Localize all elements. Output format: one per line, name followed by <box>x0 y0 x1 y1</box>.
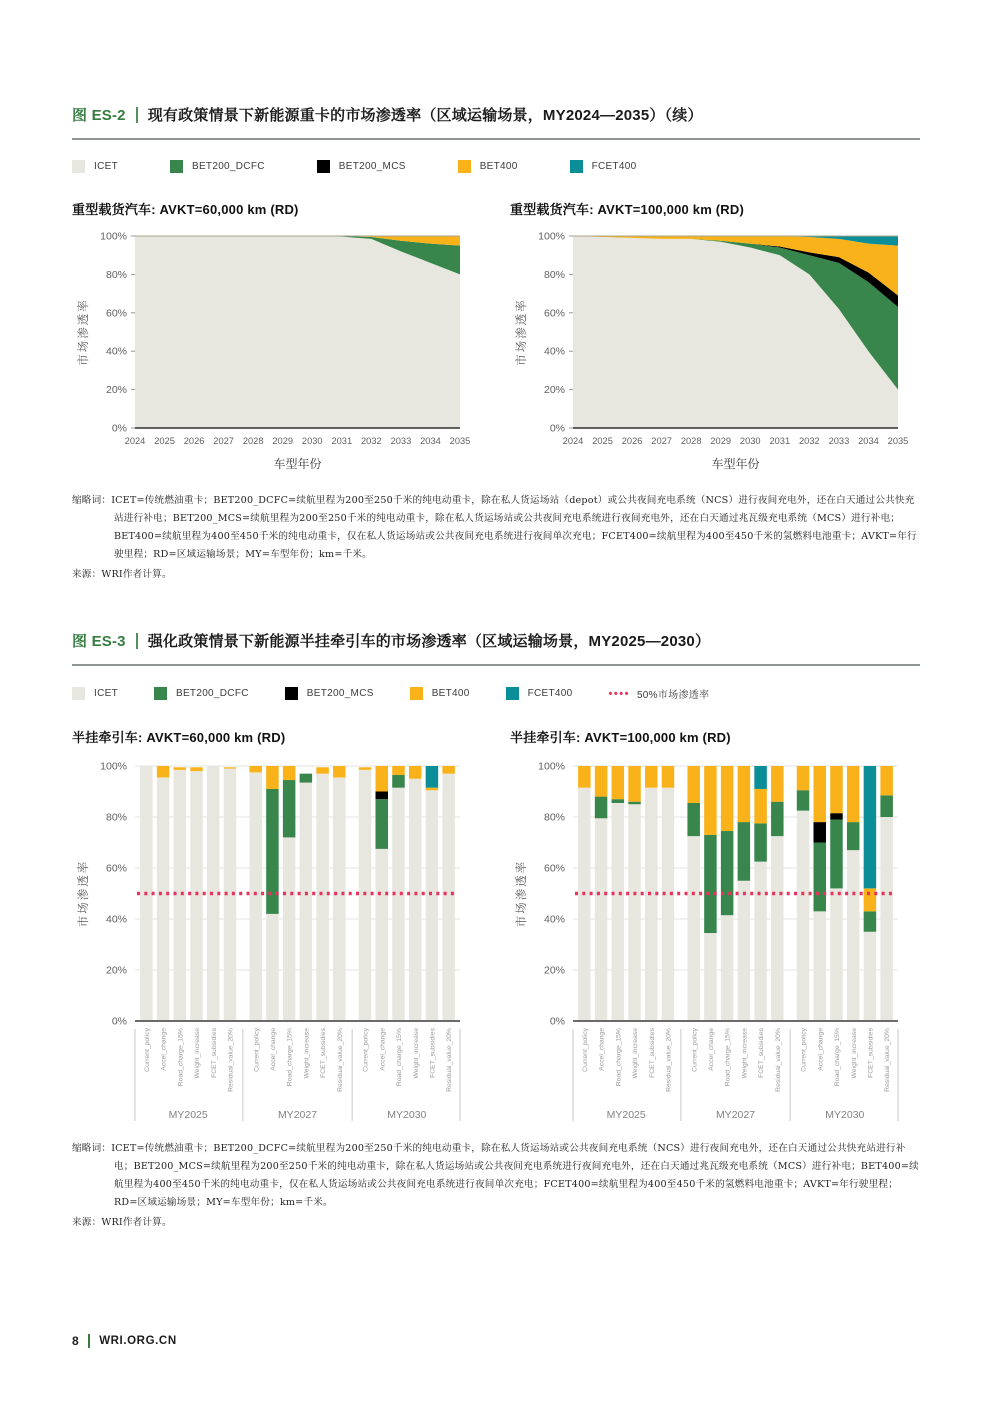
bar-segment-mcs <box>830 813 843 819</box>
legend-label: ICET <box>94 161 118 172</box>
bar-segment-icet <box>754 862 767 1021</box>
x-tick-label: 2035 <box>887 436 909 446</box>
y-tick-label: 100% <box>100 230 127 243</box>
y-tick-label: 40% <box>105 913 127 926</box>
group-label: MY2025 <box>168 1109 208 1122</box>
legend-item-icet <box>72 687 118 700</box>
figure-rule <box>72 664 920 666</box>
bet400-swatch <box>410 687 423 700</box>
x-tick-label: 2024 <box>562 436 584 446</box>
bar-segment-bet400 <box>283 766 296 780</box>
figure-es3-note <box>72 1140 920 1212</box>
bar-segment-icet <box>376 849 389 1021</box>
bar-segment-fcet400 <box>864 766 877 888</box>
note-label: 缩略词： <box>72 1143 112 1155</box>
area-chart-100000km <box>510 226 930 478</box>
bar-segment-bet400 <box>174 767 187 770</box>
bar-segment-dcfc <box>595 797 608 819</box>
scenario-label: FCET_subsidies <box>648 1028 656 1078</box>
source-text: WRI作者计算。 <box>101 1217 172 1229</box>
bar-segment-fcet400 <box>426 766 439 788</box>
scenario-label: Current_policy <box>691 1028 699 1072</box>
x-tick-label: 2035 <box>449 436 471 446</box>
x-tick-label: 2028 <box>242 436 264 446</box>
figure-es3-charts <box>72 727 920 1126</box>
bar-segment-icet <box>830 889 843 1022</box>
bar-segment-icet <box>359 770 372 1021</box>
legend-item-icet <box>72 160 118 173</box>
bar-segment-icet <box>628 804 641 1021</box>
bar-segment-icet <box>442 774 455 1021</box>
bar-segment-dcfc <box>300 774 313 783</box>
chart-es3-right <box>510 727 930 1126</box>
bar-segment-bet400 <box>687 766 700 803</box>
figure-tag-divider <box>136 107 138 123</box>
scenario-label: Road_charge_15% <box>177 1028 185 1087</box>
scenario-label: Current_policy <box>581 1028 589 1072</box>
figure-es3-title: 强化政策情景下新能源半挂牵引车的市场渗透率（区域运输场景，MY2025—2030） <box>147 633 711 651</box>
y-tick-label: 60% <box>105 862 127 875</box>
scenario-label: Current_policy <box>800 1028 808 1072</box>
scenario-label: Weight_increase <box>850 1028 858 1079</box>
bar-segment-icet <box>426 790 439 1021</box>
bar-segment-bet400 <box>392 766 405 775</box>
bar-segment-dcfc <box>687 803 700 836</box>
figure-es2-source <box>72 566 920 580</box>
figure-es2-header <box>72 104 920 125</box>
dcfc-swatch <box>170 160 183 173</box>
bar-segment-mcs <box>376 792 389 800</box>
scenario-label: Accel_change <box>708 1028 716 1071</box>
legend-item-mcs <box>317 160 406 173</box>
y-tick-label: 0% <box>111 1015 127 1028</box>
mcs-swatch <box>317 160 330 173</box>
y-tick-label: 80% <box>105 268 127 281</box>
bar-segment-dcfc <box>880 795 893 817</box>
legend-label: BET200_DCFC <box>191 161 265 172</box>
y-tick-label: 0% <box>111 422 127 435</box>
fcet400-swatch <box>506 687 519 700</box>
scenario-label: Road_charge_15% <box>286 1028 294 1087</box>
threshold-dots-swatch: •••• <box>608 687 630 700</box>
x-tick-label: 2026 <box>183 436 205 446</box>
legend-label: FCET400 <box>527 688 573 700</box>
bar-segment-icet <box>283 838 296 1022</box>
y-tick-label: 20% <box>543 384 565 397</box>
figure-es3-legend <box>72 686 920 701</box>
scenario-label: Residual_value_20% <box>774 1028 782 1092</box>
bar-segment-fcet400 <box>754 766 767 789</box>
bar-segment-dcfc <box>704 835 717 933</box>
scenario-label: Residual_value_20% <box>446 1028 454 1092</box>
bar-segment-icet <box>333 778 346 1022</box>
scenario-label: FCET_subsidies <box>429 1028 437 1078</box>
y-tick-label: 0% <box>549 1015 565 1028</box>
scenario-label: Weight_increase <box>412 1028 420 1079</box>
scenario-label: FCET_subsidies <box>758 1028 766 1078</box>
x-tick-label: 2025 <box>592 436 613 446</box>
bar-segment-icet <box>662 788 675 1021</box>
scenario-label: Road_charge_15% <box>834 1028 842 1087</box>
y-axis-title: 市场渗透率 <box>516 298 528 366</box>
source-label: 来源： <box>72 569 102 581</box>
scenario-label: FCET_subsidies <box>320 1028 328 1078</box>
bar-segment-dcfc <box>283 780 296 837</box>
scenario-label: Accel_change <box>270 1028 278 1071</box>
chart-subtitle: 半挂牵引车: AVKT=100,000 km (RD) <box>510 730 731 746</box>
bar-segment-icet <box>266 914 279 1021</box>
scenario-label: Residual_value_20% <box>665 1028 673 1092</box>
bar-segment-bet400 <box>442 766 455 774</box>
bar-segment-icet <box>721 915 734 1021</box>
bar-segment-dcfc <box>392 775 405 788</box>
y-tick-label: 80% <box>543 811 565 824</box>
source-text: WRI作者计算。 <box>101 569 172 581</box>
x-tick-label: 2028 <box>680 436 702 446</box>
chart-subtitle: 重型载货汽车: AVKT=60,000 km (RD) <box>72 202 299 217</box>
x-tick-label: 2027 <box>213 436 234 446</box>
figure-es3-header <box>72 630 920 651</box>
scenario-label: Current_policy <box>143 1028 151 1072</box>
bar-segment-icet <box>645 788 658 1021</box>
bar-segment-bet400 <box>409 766 422 779</box>
figure-es2-note <box>72 492 920 564</box>
bar-segment-icet <box>864 932 877 1021</box>
legend-item-fcet400 <box>506 687 573 700</box>
bar-segment-icet <box>847 850 860 1021</box>
bar-segment-icet <box>880 817 893 1021</box>
bar-segment-bet400 <box>612 766 625 799</box>
y-tick-label: 80% <box>105 811 127 824</box>
legend-label: BET200_MCS <box>338 161 406 172</box>
x-tick-label: 2031 <box>331 436 353 446</box>
area-series-icet <box>135 236 460 428</box>
bar-segment-dcfc <box>721 831 734 915</box>
bar-segment-dcfc <box>797 790 810 810</box>
y-tick-label: 40% <box>543 913 565 926</box>
bar-segment-dcfc <box>754 824 767 862</box>
page-footer <box>72 1334 177 1348</box>
scenario-label: Road_charge_15% <box>396 1028 404 1087</box>
bar-segment-dcfc <box>830 820 843 889</box>
bar-segment-icet <box>157 778 170 1022</box>
chart-subtitle: 半挂牵引车: AVKT=60,000 km (RD) <box>72 730 286 746</box>
x-tick-label: 2024 <box>124 436 146 446</box>
y-tick-label: 60% <box>105 307 127 320</box>
bar-segment-dcfc <box>864 911 877 931</box>
note-label: 缩略词： <box>72 495 112 506</box>
bar-segment-icet <box>578 788 591 1021</box>
bar-segment-bet400 <box>754 789 767 823</box>
y-tick-label: 80% <box>543 268 565 281</box>
bar-segment-icet <box>814 911 827 1021</box>
x-axis-title: 车型年份 <box>273 457 322 471</box>
x-tick-label: 2029 <box>710 436 732 446</box>
bar-segment-icet <box>409 779 422 1021</box>
bar-segment-icet <box>612 803 625 1021</box>
scenario-label: FCET_subsidies <box>210 1028 218 1078</box>
scenario-label: Road_charge_15% <box>615 1028 623 1087</box>
bar-segment-icet <box>704 933 717 1021</box>
bar-segment-icet <box>392 788 405 1021</box>
y-tick-label: 20% <box>105 384 127 397</box>
bar-segment-bet400 <box>830 766 843 813</box>
legend-label: BET200_DCFC <box>175 688 249 700</box>
figure-es2-charts <box>72 199 920 478</box>
fcet400-swatch <box>570 160 583 173</box>
legend-item-mcs <box>285 687 374 700</box>
bar-segment-icet <box>797 811 810 1021</box>
legend-label: ICET <box>94 688 118 700</box>
legend-item-bet400 <box>458 160 518 173</box>
scenario-label: Accel_change <box>817 1028 825 1071</box>
legend-item-bet400 <box>410 687 470 700</box>
page-number: 8 <box>72 1334 79 1348</box>
footer-divider <box>88 1334 91 1348</box>
chart-subtitle: 重型载货汽车: AVKT=100,000 km (RD) <box>510 202 744 217</box>
bar-segment-bet400 <box>721 766 734 831</box>
y-tick-label: 100% <box>538 230 565 243</box>
legend-label: 50%市场渗透率 <box>636 690 710 702</box>
y-tick-label: 60% <box>543 307 565 320</box>
group-label: MY2025 <box>606 1109 646 1122</box>
bar-segment-bet400 <box>880 766 893 795</box>
y-tick-label: 20% <box>105 964 127 977</box>
scenario-label: Weight_increase <box>194 1028 202 1079</box>
x-tick-label: 2026 <box>621 436 643 446</box>
figure-es2 <box>72 104 920 580</box>
bar-segment-bet400 <box>595 766 608 797</box>
scenario-label: Current_policy <box>253 1028 261 1072</box>
bar-segment-icet <box>174 770 187 1021</box>
legend-item-dcfc <box>170 160 265 173</box>
bar-segment-dcfc <box>814 843 827 912</box>
scenario-label: Residual_value_20% <box>884 1028 892 1092</box>
bar-segment-icet <box>190 771 203 1021</box>
y-tick-label: 40% <box>543 345 565 358</box>
chart-es3-left <box>72 727 492 1126</box>
x-tick-label: 2033 <box>390 436 412 446</box>
bar-chart-100000km <box>510 754 930 1126</box>
y-tick-label: 100% <box>538 760 565 773</box>
bar-chart-60000km <box>72 754 492 1126</box>
x-tick-label: 2034 <box>420 436 441 446</box>
bar-segment-icet <box>595 818 608 1021</box>
bar-segment-dcfc <box>771 802 784 836</box>
scenario-label: FCET_subsidies <box>867 1028 875 1078</box>
bar-segment-bet400 <box>628 766 641 802</box>
group-label: MY2027 <box>277 1109 318 1122</box>
legend-item-threshold <box>609 686 710 701</box>
site-url: WRI.ORG.CN <box>99 1335 177 1347</box>
chart-es2-left <box>72 199 492 478</box>
bet400-swatch <box>458 160 471 173</box>
scenario-label: Weight_increase <box>741 1028 749 1079</box>
bar-segment-dcfc <box>612 799 625 803</box>
bar-segment-bet400 <box>814 766 827 822</box>
scenario-label: Accel_change <box>379 1028 387 1071</box>
x-tick-label: 2030 <box>739 436 761 446</box>
x-tick-label: 2027 <box>651 436 672 446</box>
legend-label: BET200_MCS <box>306 688 374 700</box>
bar-segment-icet <box>771 836 784 1021</box>
scenario-label: Residual_value_20% <box>336 1028 344 1092</box>
bar-segment-bet400 <box>376 766 389 792</box>
scenario-label: Accel_change <box>598 1028 606 1071</box>
x-tick-label: 2025 <box>154 436 175 446</box>
bar-segment-bet400 <box>662 766 675 788</box>
bar-segment-bet400 <box>645 766 658 788</box>
bar-segment-icet <box>300 783 313 1021</box>
figure-rule <box>72 138 920 140</box>
x-tick-label: 2032 <box>799 436 820 446</box>
bar-segment-bet400 <box>578 766 591 788</box>
figure-tag-divider <box>136 633 138 649</box>
x-tick-label: 2030 <box>301 436 323 446</box>
y-axis-title: 市场渗透率 <box>78 298 90 366</box>
bar-segment-bet400 <box>249 766 262 772</box>
bar-segment-dcfc <box>847 822 860 850</box>
x-tick-label: 2032 <box>361 436 382 446</box>
bar-segment-bet400 <box>771 766 784 802</box>
bar-segment-bet400 <box>224 767 237 768</box>
bar-segment-bet400 <box>190 767 203 771</box>
bar-segment-bet400 <box>266 766 279 789</box>
y-tick-label: 100% <box>100 760 127 773</box>
bar-segment-icet <box>738 881 751 1021</box>
y-axis-title: 市场渗透率 <box>78 859 90 928</box>
dcfc-swatch <box>154 687 167 700</box>
bar-segment-bet400 <box>316 767 329 773</box>
x-tick-label: 2031 <box>769 436 791 446</box>
scenario-label: Accel_change <box>160 1028 168 1071</box>
figure-es3-tag: 图 ES-3 <box>72 633 126 651</box>
icet-swatch <box>72 160 85 173</box>
icet-swatch <box>72 687 85 700</box>
y-tick-label: 60% <box>543 862 565 875</box>
source-label: 来源： <box>72 1217 102 1229</box>
legend-item-dcfc <box>154 687 249 700</box>
bar-segment-dcfc <box>376 799 389 849</box>
bar-segment-bet400 <box>333 766 346 777</box>
bar-segment-mcs <box>814 822 827 842</box>
bar-segment-bet400 <box>797 766 810 790</box>
area-chart-60000km <box>72 226 492 478</box>
scenario-label: Residual_value_20% <box>227 1028 235 1092</box>
note-text: ICET=传统燃油重卡；BET200_DCFC=续航里程为200至250千米的纯电动重卡，除在私人货运场站（depot）或公共夜间充电系统（NCS）进行夜间充电外，还在白天通过公共快充站进行补电；BET200_MCS=续航里程为200至250千米的纯电动重卡，除在私人货运场站或公共夜间充电系统进行夜间充电外，还在白天通过兆瓦级充电系统（MCS）进行补电；BET400=续航里程为400至450千米的纯电动重卡，仅在私人货运场站或公共夜间充电系统进行夜间单次充电；FCET400=续航里程为400至450千米的氢燃料电池重卡；AVKT=年行驶里程；RD=区域运输场景；MY=车型年份；km=千米。 <box>111 495 917 561</box>
bar-segment-dcfc <box>628 802 641 805</box>
figure-es3 <box>72 630 920 1228</box>
bar-segment-bet400 <box>426 788 439 791</box>
figure-es2-title: 现有政策情景下新能源重卡的市场渗透率（区域运输场景，MY2024—2035）（续） <box>147 107 703 124</box>
y-tick-label: 20% <box>543 964 565 977</box>
x-tick-label: 2034 <box>858 436 879 446</box>
x-axis-title: 车型年份 <box>711 457 760 471</box>
x-tick-label: 2033 <box>828 436 850 446</box>
scenario-label: Road_charge_15% <box>724 1028 732 1087</box>
figure-es3-source <box>72 1214 920 1228</box>
legend-item-fcet400 <box>570 160 637 173</box>
bar-segment-icet <box>249 773 262 1022</box>
bar-segment-bet400 <box>847 766 860 822</box>
y-tick-label: 40% <box>105 345 127 358</box>
bar-segment-icet <box>687 836 700 1021</box>
legend-label: FCET400 <box>591 161 637 172</box>
bar-segment-bet400 <box>157 766 170 777</box>
group-label: MY2030 <box>387 1109 427 1122</box>
bar-segment-icet <box>316 774 329 1021</box>
y-axis-title: 市场渗透率 <box>516 859 528 928</box>
group-label: MY2027 <box>715 1109 756 1122</box>
chart-es2-right <box>510 199 930 478</box>
legend-label: BET400 <box>431 688 470 700</box>
bar-segment-dcfc <box>738 822 751 881</box>
group-label: MY2030 <box>825 1109 865 1122</box>
x-tick-label: 2029 <box>272 436 294 446</box>
figure-es2-tag: 图 ES-2 <box>72 107 126 124</box>
bar-segment-bet400 <box>704 766 717 835</box>
bar-segment-bet400 <box>738 766 751 822</box>
y-tick-label: 0% <box>549 422 565 435</box>
scenario-label: Weight_increase <box>303 1028 311 1079</box>
note-text: ICET=传统燃油重卡；BET200_DCFC=续航里程为200至250千米的纯电动重卡，除在私人货运场站或公共夜间充电系统（NCS）进行夜间充电外，还在白天通过公共快充站进行补电；BET200_MCS=续航里程为200至250千米的纯电动重卡，除在私人货运场站或公共夜间充电系统进行夜间充电外，还在白天通过兆瓦级充电系统（MCS）进行补电；BET400=续航里程为400至450千米的纯电动重卡，仅在私人货运场站或公共夜间充电系统进行夜间单次充电；FCET400=续航里程为400至450千米的氢燃料电池重卡；AVKT=年行驶里程；RD=区域运输场景；MY=车型年份；km=千米。 <box>111 1143 919 1209</box>
scenario-label: Current_policy <box>362 1028 370 1072</box>
mcs-swatch <box>285 687 298 700</box>
bar-segment-bet400 <box>359 767 372 770</box>
figure-es2-legend <box>72 160 920 173</box>
scenario-label: Weight_increase <box>632 1028 640 1079</box>
legend-label: BET400 <box>479 161 518 172</box>
